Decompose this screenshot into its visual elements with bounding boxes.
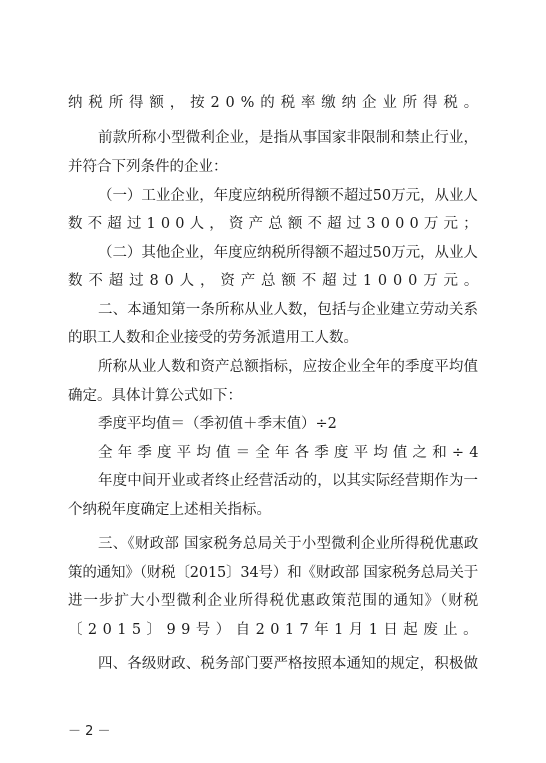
formula-line: 季度平均值＝（季初值＋季末值）÷2: [98, 416, 337, 432]
text-line: 纳税所得额，按20%的税率缴纳企业所得税。: [68, 95, 485, 111]
text-line: 年度中间开业或者终止经营活动的，以其实际经营期作为一: [98, 473, 479, 489]
text-line: 二、本通知第一条所称从业人数，包括与企业建立劳动关系: [98, 302, 479, 318]
text-line: 确定。具体计算公式如下：: [68, 388, 242, 404]
text-line: 四、各级财政、税务部门要严格按照本通知的规定，积极做: [98, 656, 479, 672]
text-line: 策的通知》（财税〔2015〕34号）和《财政部 国家税务总局关于: [68, 565, 479, 581]
text-line: 数不超过100人，资产总额不超过3000万元；: [68, 216, 483, 232]
text-line: （二）其他企业，年度应纳税所得额不超过50万元，从业人: [98, 245, 478, 261]
text-line: 前款所称小型微利企业，是指从事国家非限制和禁止行业，: [98, 130, 479, 146]
text-line: 的职工人数和企业接受的劳务派遣用工人数。: [68, 330, 358, 346]
page-number: － 2 －: [68, 724, 111, 739]
text-line: 所称从业人数和资产总额指标，应按企业全年的季度平均值: [98, 359, 479, 375]
formula-line: 全年季度平均值＝全年各季度平均值之和÷4: [98, 445, 484, 461]
text-line: （一）工业企业，年度应纳税所得额不超过50万元，从业人: [98, 188, 478, 204]
text-line: 数不超过80人，资产总额不超过1000万元。: [68, 273, 485, 289]
text-line: 三、《财政部 国家税务总局关于小型微利企业所得税优惠政: [98, 536, 479, 552]
text-line: 并符合下列条件的企业：: [68, 159, 228, 175]
text-line: 〔2015〕99号）自2017年1月1日起废止。: [68, 622, 484, 638]
text-line: 进一步扩大小型微利企业所得税优惠政策范围的通知》（财税: [68, 593, 480, 609]
text-line: 个纳税年度确定上述相关指标。: [68, 502, 271, 518]
